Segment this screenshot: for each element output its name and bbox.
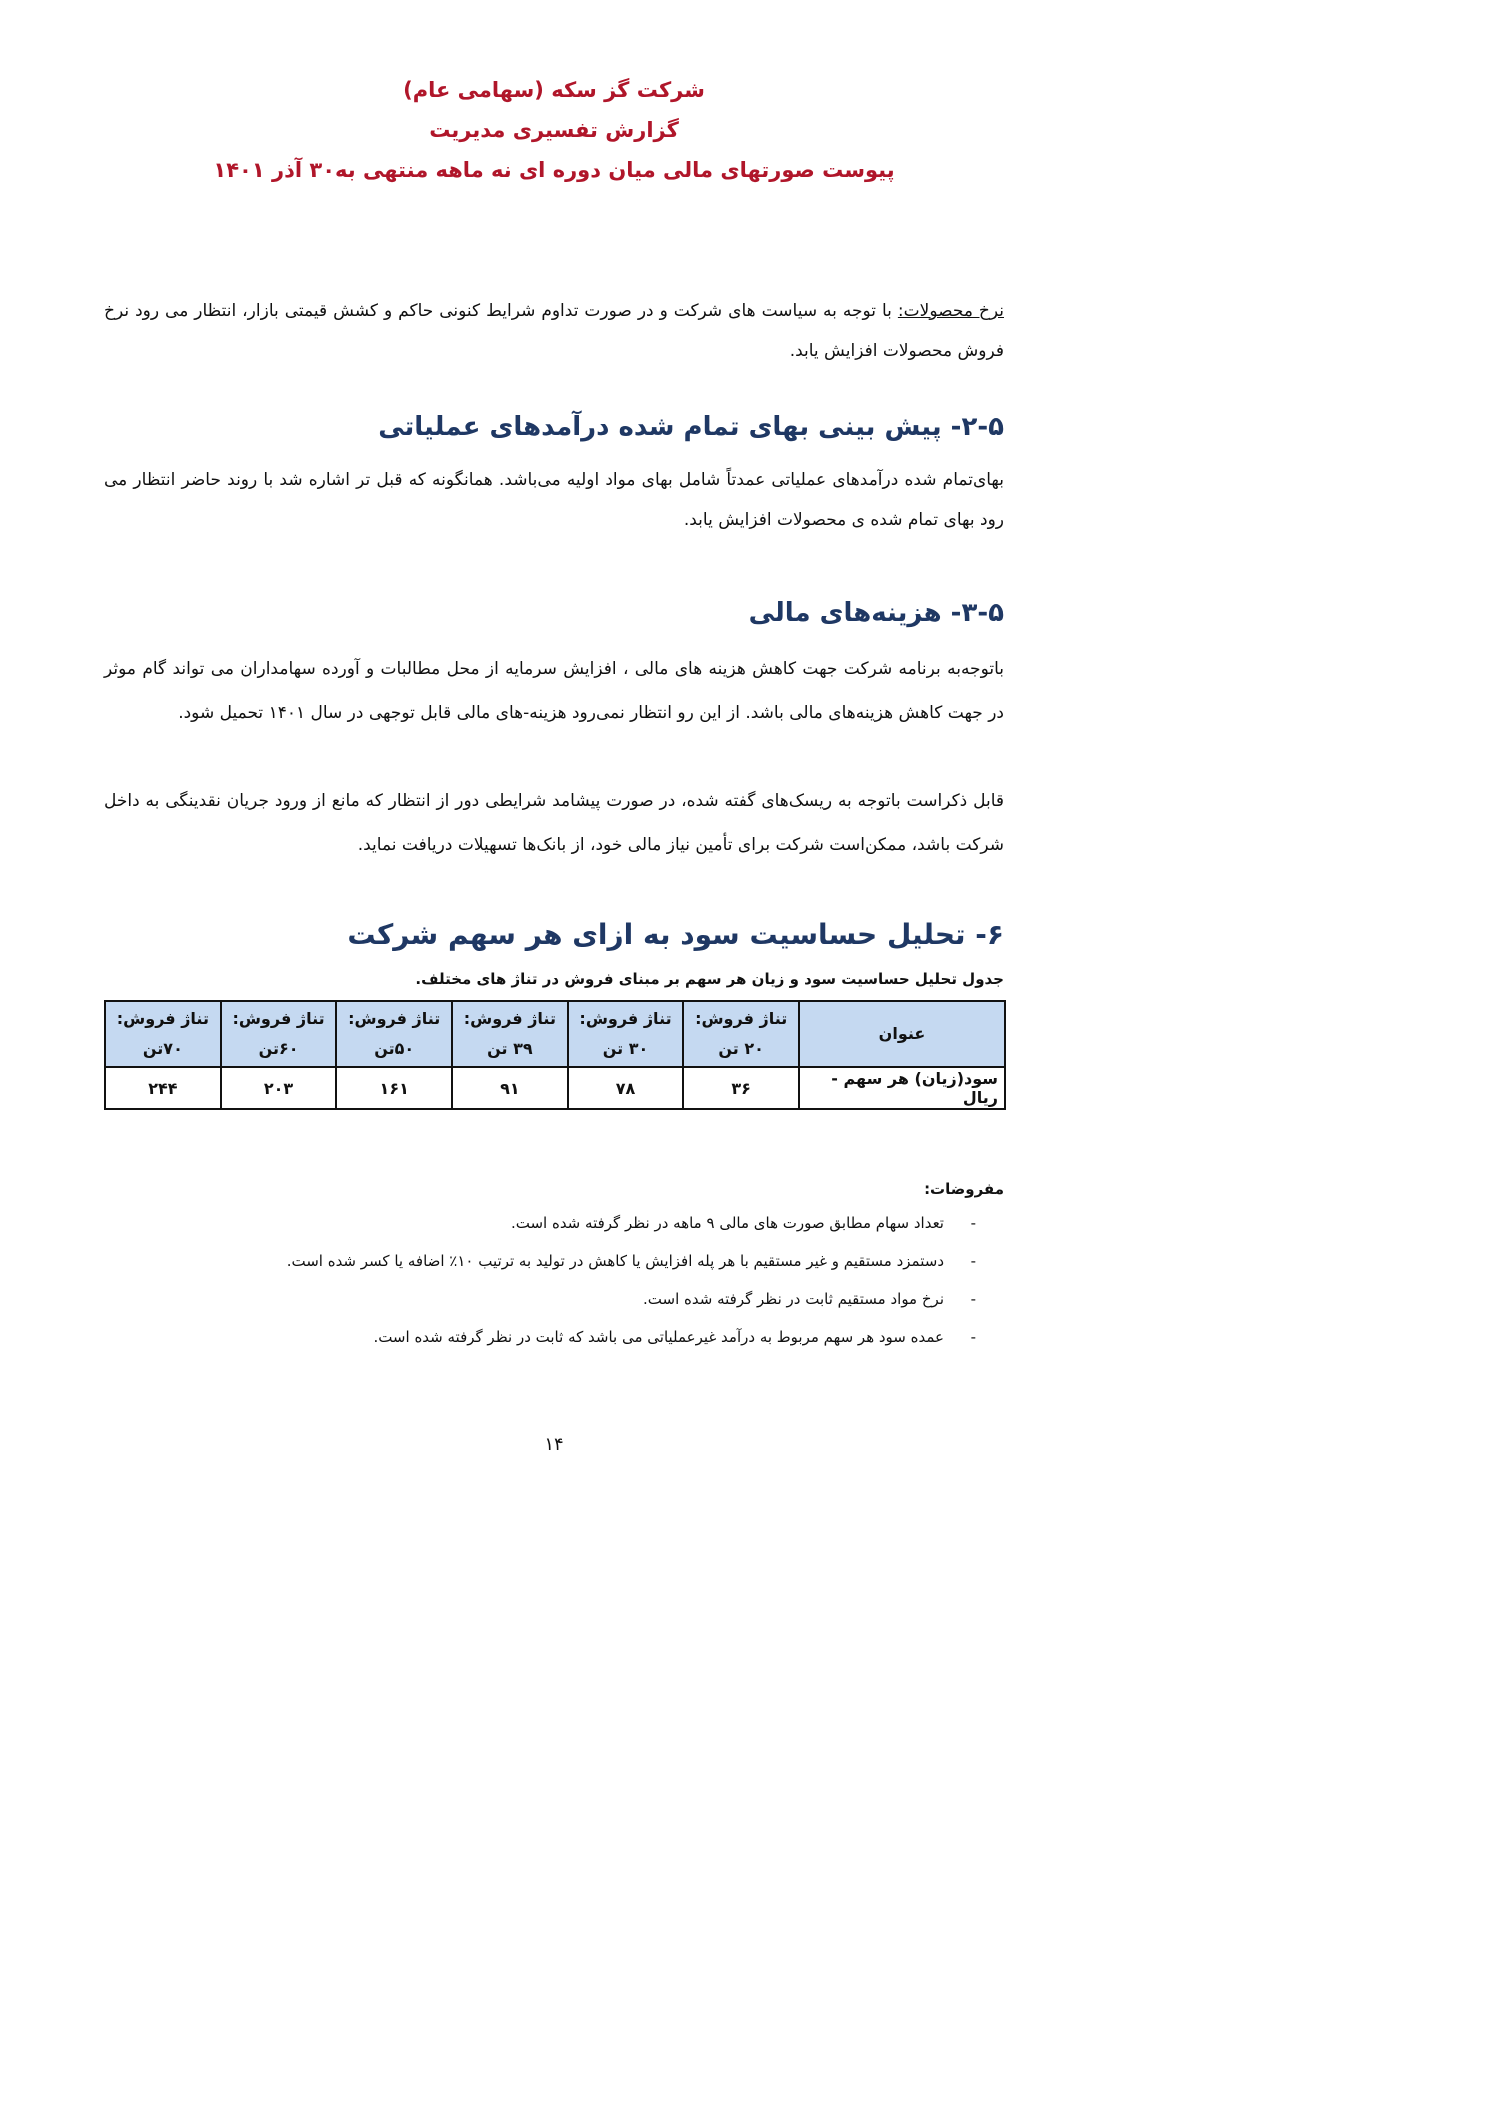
intro-text: با توجه به سیاست های شرکت و در صورت تداوم شرایط کنونی حاکم و کشش قیمتی بازار، انتظار می رود نرخ فروش محصولات افزایش یابد. [104,301,1004,361]
intro-label: نرخ محصولات: [897,301,1004,321]
header-cell [221,1001,337,1067]
header-cell [683,1001,799,1067]
list-item-text: تعداد سهام مطابق صورت های مالی ۹ ماهه در نظر گرفته شده است. [510,1214,944,1232]
section-5-2-body: بهای‌تمام شده درآمدهای عملیاتی عمدتاً شامل بهای مواد اولیه می‌باشد. همانگونه که قبل تر اشاره شد با روند حاضر انتظار می رود بهای تمام شده ی محصولات افزایش یابد. [104,470,1004,530]
assumptions-title: مفروضات: [924,1180,1004,1198]
header-tonnage: ۷۰تن [142,1039,183,1058]
intro-paragraph [104,291,1004,371]
list-item-text: دستمزد مستقیم و غیر مستقیم با هر پله افزایش یا کاهش در تولید به ترتیب ۱۰٪ اضافه یا کسر شده است. [286,1252,944,1270]
header-cell [105,1001,221,1067]
list-item-text: نرخ مواد مستقیم ثابت در نظر گرفته شده است. [643,1290,944,1308]
value-cell: ۲۴۴ [105,1067,221,1109]
list-dash: - [970,1328,976,1346]
header-tonnage: ۳۹ تن [487,1039,533,1058]
list-item [287,1318,976,1356]
header-tonnage: ۳۰ تن [602,1039,649,1058]
report-title: گزارش تفسیری مدیریت [429,118,679,142]
header-cell [336,1001,452,1067]
header-prefix: تناژ فروش: [579,1009,672,1028]
section-5-3-heading: ۳-۵- هزینه‌های مالی [748,598,1004,628]
value-cell: ۳۶ [683,1067,799,1109]
list-item [287,1242,976,1280]
list-dash: - [970,1290,976,1308]
header-cell [568,1001,684,1067]
table-caption: جدول تحلیل حساسیت سود و زیان هر سهم بر مبنای فروش در تناژ های مختلف. [415,970,1004,988]
list-item [287,1204,976,1242]
header-tonnage: ۶۰تن [258,1039,299,1058]
table-header-row [105,1001,1005,1067]
header-prefix: تناژ فروش: [232,1009,325,1028]
list-dash: - [970,1214,976,1232]
page-number: ۱۴ [544,1434,564,1455]
company-name: شرکت گز سکه (سهامی عام) [403,78,705,102]
report-subtitle: پیوست صورتهای مالی میان دوره ای نه ماهه منتهی به۳۰ آذر ۱۴۰۱ [213,158,895,182]
assumptions-list [287,1204,976,1356]
header-prefix: تناژ فروش: [695,1009,788,1028]
header-cell [452,1001,568,1067]
list-item-text: عمده سود هر سهم مربوط به درآمد غیرعملیاتی می باشد که ثابت در نظر گرفته شده است. [373,1328,944,1346]
table-row [105,1067,1005,1109]
section-6-heading: ۶- تحلیل حساسیت سود به ازای هر سهم شرکت [347,918,1004,951]
list-dash: - [970,1252,976,1270]
row-label-cell: سود(زیان) هر سهم - ریال [799,1067,1005,1109]
document-header [0,70,1108,190]
header-prefix: تناژ فروش: [348,1009,441,1028]
header-prefix: تناژ فروش: [463,1009,556,1028]
section-5-2-heading: ۲-۵- پیش بینی بهای تمام شده درآمدهای عملیاتی [378,412,1004,442]
title-header-cell: عنوان [799,1001,1005,1067]
header-tonnage: ۲۰ تن [718,1039,764,1058]
sensitivity-table [104,1000,1006,1110]
value-cell: ۱۶۱ [336,1067,452,1109]
list-item [287,1280,976,1318]
value-cell: ۲۰۳ [221,1067,337,1109]
section-5-3-body-2: قابل ذکراست باتوجه به ریسک‌های گفته شده، در صورت پیشامد شرایطی دور از انتظار که مانع از ورود جریان نقدینگی به داخل شرکت باشد، ممکن‌است شرکت برای تأمین نیاز مالی خود، از بانک‌ها تسهیلات دریافت نماید. [104,791,1004,855]
section-5-3-body-1: باتوجه‌به برنامه شرکت جهت کاهش هزینه های مالی ، افزایش سرمایه از محل مطالبات و آورده سهامداران می تواند گام موثر در جهت کاهش هزینه‌های مالی باشد. از این رو انتظار نمی‌رود هزینه-های مالی قابل توجهی در سال ۱۴۰۱ تحمیل شود. [104,659,1004,723]
value-cell: ۹۱ [452,1067,568,1109]
value-cell: ۷۸ [568,1067,684,1109]
header-prefix: تناژ فروش: [116,1009,209,1028]
header-tonnage: ۵۰تن [374,1039,415,1058]
